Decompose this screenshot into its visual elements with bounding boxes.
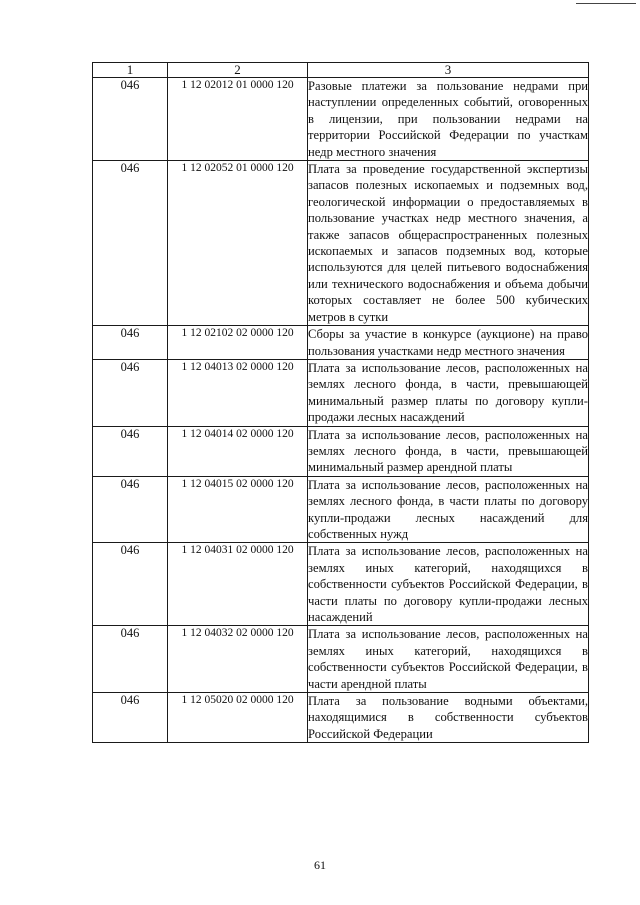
admin-code-cell: 046 (93, 626, 168, 693)
description-cell: Плата за использование лесов, расположенных на землях лесного фонда, в части платы по договору купли-продажи лесных насаждений для собственных нужд (308, 477, 588, 541)
table-row (93, 626, 589, 693)
table-header-row (93, 63, 589, 78)
revenue-code-cell: 1 12 04014 02 0000 120 (168, 426, 308, 476)
admin-code-cell: 046 (93, 359, 168, 426)
description-cell: Плата за использование лесов, расположенных на землях лесного фонда, в части, превышающей минимальный размер арендной платы (308, 427, 588, 475)
revenue-code-cell: 1 12 02012 01 0000 120 (168, 78, 308, 161)
revenue-code-cell: 1 12 04015 02 0000 120 (168, 476, 308, 543)
table-row (93, 543, 589, 626)
table-row (93, 359, 589, 426)
table-row (93, 326, 589, 360)
admin-code-cell: 046 (93, 693, 168, 743)
table-row (93, 693, 589, 743)
description-cell: Плата за использование лесов, расположенных на землях лесного фонда, в части, превышающей минимальный размер платы по договору купли-продажи лесных насаждений (308, 360, 588, 425)
revenue-code-cell: 1 12 02052 01 0000 120 (168, 161, 308, 326)
column-header-2: 2 (168, 63, 308, 78)
description-cell: Плата за проведение государственной экспертизы запасов полезных ископаемых и подземных вод, геологической информации о предоставляемых в пользование участках недр местного значения, а также запасов общераспространенных полезных ископаемых и запасов подземных вод, которые используются для целей питьевого водоснабжения или технического водоснабжения и объема добычи которых составляет не более 500 кубических метров в сутки (308, 162, 588, 324)
revenue-code-cell: 1 12 04031 02 0000 120 (168, 543, 308, 626)
description-cell: Сборы за участие в конкурсе (аукционе) на право пользования участками недр местного значения (308, 327, 588, 358)
revenue-code-cell: 1 12 05020 02 0000 120 (168, 693, 308, 743)
table-row (93, 78, 589, 161)
column-header-3: 3 (308, 63, 589, 78)
revenue-code-cell: 1 12 04013 02 0000 120 (168, 359, 308, 426)
table-row (93, 476, 589, 543)
revenue-code-cell: 1 12 04032 02 0000 120 (168, 626, 308, 693)
revenue-code-cell: 1 12 02102 02 0000 120 (168, 326, 308, 360)
table-row (93, 426, 589, 476)
description-cell: Плата за пользование водными объектами, находящимися в собственности субъектов Российской Федерации (308, 694, 588, 741)
admin-code-cell: 046 (93, 326, 168, 360)
table-row (93, 161, 589, 326)
admin-code-cell: 046 (93, 426, 168, 476)
page-number: 61 (314, 858, 326, 872)
description-cell: Плата за использование лесов, расположенных на землях иных категорий, находящихся в собственности субъектов Российской Федерации, в части арендной платы (308, 627, 588, 691)
description-cell: Плата за использование лесов, расположенных на землях иных категорий, находящихся в собственности субъектов Российской Федерации, в части платы по договору купли-продажи лесных насаждений (308, 544, 588, 624)
description-cell: Разовые платежи за пользование недрами при наступлении определенных событий, оговоренных в лицензии, при пользовании недрами на территории Российской Федерации по участкам недр местного значения (308, 79, 588, 159)
column-header-1: 1 (93, 63, 168, 78)
admin-code-cell: 046 (93, 543, 168, 626)
admin-code-cell: 046 (93, 78, 168, 161)
admin-code-cell: 046 (93, 161, 168, 326)
corner-mark (576, 3, 636, 4)
revenue-codes-table (92, 62, 589, 743)
admin-code-cell: 046 (93, 476, 168, 543)
